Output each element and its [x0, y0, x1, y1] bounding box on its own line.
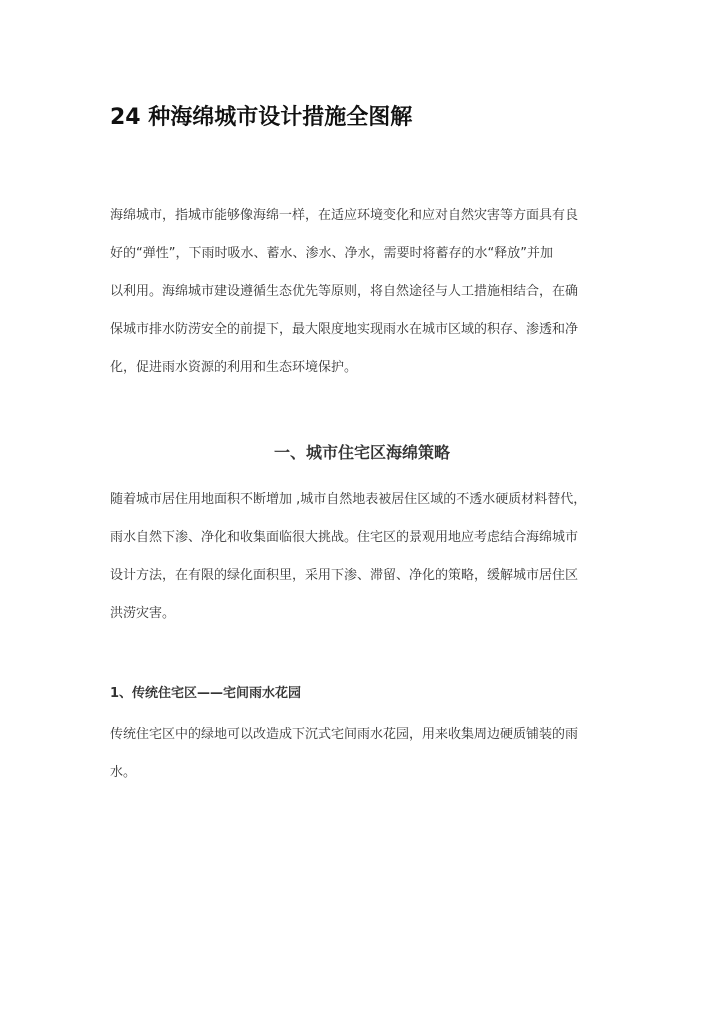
paragraph-line: 随着城市居住用地面积不断增加 ,城市自然地表被居住区域的不透水硬质材料替代， [110, 492, 587, 507]
paragraph-line: 洪涝灾害。 [110, 606, 176, 621]
intro-paragraph [110, 197, 614, 387]
paragraph-line: 雨水自然下渗、净化和收集面临很大挑战。住宅区的景观用地应考虑结合海绵城市 [110, 530, 579, 545]
paragraph-line: 水。 [110, 765, 137, 780]
section-paragraph [110, 481, 614, 633]
paragraph-line: 以利用。海绵城市建设遵循生态优先等原则，将自然途径与人工措施相结合，在确 [110, 284, 579, 299]
paragraph-line: 好的“弹性”，下雨时吸水、蓄水、渗水、净水，需要时将蓄存的水“释放”并加 [110, 246, 553, 261]
subsection-heading: 1、传统住宅区——宅间雨水花园 [110, 686, 302, 701]
paragraph-line: 保城市排水防涝安全的前提下，最大限度地实现雨水在城市区域的积存、渗透和净 [110, 322, 579, 337]
subsection-paragraph [110, 716, 614, 792]
paragraph-line: 传统住宅区中的绿地可以改造成下沉式宅间雨水花园，用来收集周边硬质铺装的雨 [110, 727, 579, 742]
section-heading: 一、城市住宅区海绵策略 [273, 443, 450, 462]
paragraph-line: 设计方法，在有限的绿化面积里，采用下渗、滞留、净化的策略，缓解城市居住区 [110, 568, 579, 583]
paragraph-line: 化，促进雨水资源的利用和生态环境保护。 [110, 360, 358, 375]
document-title: 24 种海绵城市设计措施全图解 [110, 105, 413, 130]
paragraph-line: 海绵城市，指城市能够像海绵一样，在适应环境变化和应对自然灾害等方面具有良 [110, 208, 579, 223]
